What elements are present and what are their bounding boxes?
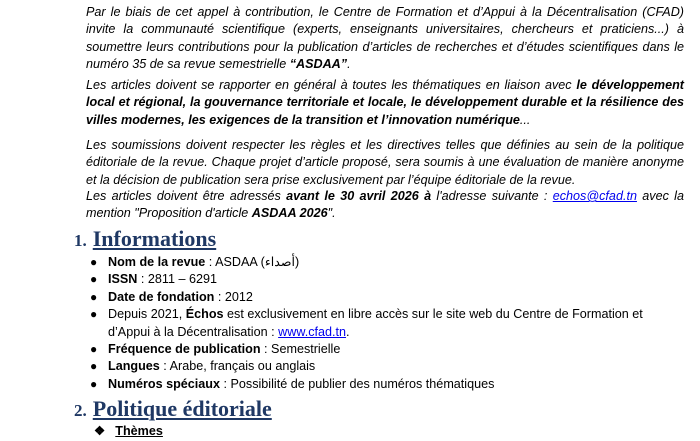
deadline-intro-text: Les articles doivent être adressés xyxy=(86,189,287,203)
bullet-icon: ● xyxy=(90,342,98,357)
email-link[interactable]: echos@cfad.tn xyxy=(552,189,637,203)
item-separator: : xyxy=(260,342,272,357)
intro-paragraph-2 xyxy=(86,77,684,129)
subsection-label: Thèmes xyxy=(115,424,163,438)
address-intro-text: l'adresse suivante : xyxy=(431,189,553,203)
item-text-end: . xyxy=(346,324,350,339)
list-item xyxy=(86,306,684,341)
mention-bold-text: ASDAA 2026 xyxy=(251,206,328,221)
journal-name: “ASDAA” xyxy=(289,57,348,72)
item-value: Arabe, français ou anglais xyxy=(169,359,316,374)
item-value: Possibilité de publier des numéros thématiques xyxy=(230,376,495,391)
submission-rules-text: Les soumissions doivent respecter les règles et les directives telles que définies au sein de la politique éditoriale de la revue. Chaque projet d’article proposé, sera soumis à une évaluation de manière anonyme et la décision de publication sera prise exclusivement par l’équipe éditoriale de la revue. xyxy=(86,138,684,187)
deadline-text: avant le 30 avril 2026 à xyxy=(286,189,432,203)
intro-paragraph-1 xyxy=(86,4,684,74)
item-label: Date de fondation xyxy=(108,289,215,304)
section-number: 2. xyxy=(74,401,87,420)
item-label: Langues xyxy=(108,359,160,374)
list-item xyxy=(86,358,684,375)
item-value: 2012 xyxy=(224,289,253,304)
item-value: ASDAA (أصداء) xyxy=(215,255,300,269)
item-value: 2811 – 6291 xyxy=(147,272,218,287)
section-title: Politique éditoriale xyxy=(92,396,272,421)
website-link[interactable]: www.cfad.tn xyxy=(278,324,347,339)
item-separator: : xyxy=(159,359,170,374)
section-number: 1. xyxy=(74,231,87,250)
item-label: ISSN xyxy=(108,272,138,287)
subsection-themes xyxy=(94,423,163,438)
item-label: Numéros spéciaux xyxy=(108,376,220,391)
item-value: Semestrielle xyxy=(271,342,341,357)
mention-text-end: ". xyxy=(327,206,336,221)
mention-text: avec la mention "Proposition d'article xyxy=(86,189,684,221)
item-separator: : xyxy=(220,376,231,391)
list-item xyxy=(86,271,684,288)
diamond-four-icon: ❖ xyxy=(94,424,106,438)
intro-text: Par le biais de cet appel à contribution, le Centre de Formation et d’Appui à la Décentralisation (CFAD) invite la communauté scientifique (experts, enseignants universitaires, chercheurs et praticiens...) à soumettre leurs contributions pour la publication d’articles de recherches et d’études scientifiques dans le numéro 35 de sa revue semestrielle xyxy=(86,5,684,72)
item-label: Nom de la revue xyxy=(108,255,206,269)
bullet-icon: ● xyxy=(90,359,98,374)
section-heading-informations xyxy=(74,226,216,253)
list-item xyxy=(86,376,684,393)
bullet-icon: ● xyxy=(90,307,98,322)
item-separator: : xyxy=(137,272,148,287)
section-heading-politique-editoriale xyxy=(74,396,272,423)
bullet-icon: ● xyxy=(90,376,98,391)
list-item xyxy=(86,289,684,306)
section-title: Informations xyxy=(92,226,217,251)
list-item xyxy=(86,254,684,271)
intro-paragraph-3 xyxy=(86,137,684,189)
intro-paragraph-4 xyxy=(86,188,684,223)
intro-text-end: . xyxy=(347,57,351,72)
themes-text-end: ... xyxy=(519,112,531,127)
item-text: Depuis 2021, xyxy=(108,307,186,322)
item-bold-text: Échos xyxy=(185,307,224,322)
item-separator: : xyxy=(205,255,216,269)
item-text: est exclusivement en libre accès sur le site web du Centre de Formation et d’Appui à la Décentralisation : xyxy=(108,307,643,339)
themes-intro-text: Les articles doivent se rapporter en général à toutes les thématiques en liaison avec xyxy=(86,78,577,92)
bullet-icon: ● xyxy=(90,255,98,269)
bullet-icon: ● xyxy=(90,272,98,287)
item-label: Fréquence de publication xyxy=(108,342,261,357)
bullet-icon: ● xyxy=(90,289,98,304)
list-item xyxy=(86,341,684,358)
informations-list xyxy=(86,254,684,393)
item-separator: : xyxy=(214,289,225,304)
themes-list-text: le développement local et régional, la gouvernance territoriale et locale, le développement durable et la résilience des villes modernes, les exigences de la transition et l’innovation numérique xyxy=(86,78,684,127)
